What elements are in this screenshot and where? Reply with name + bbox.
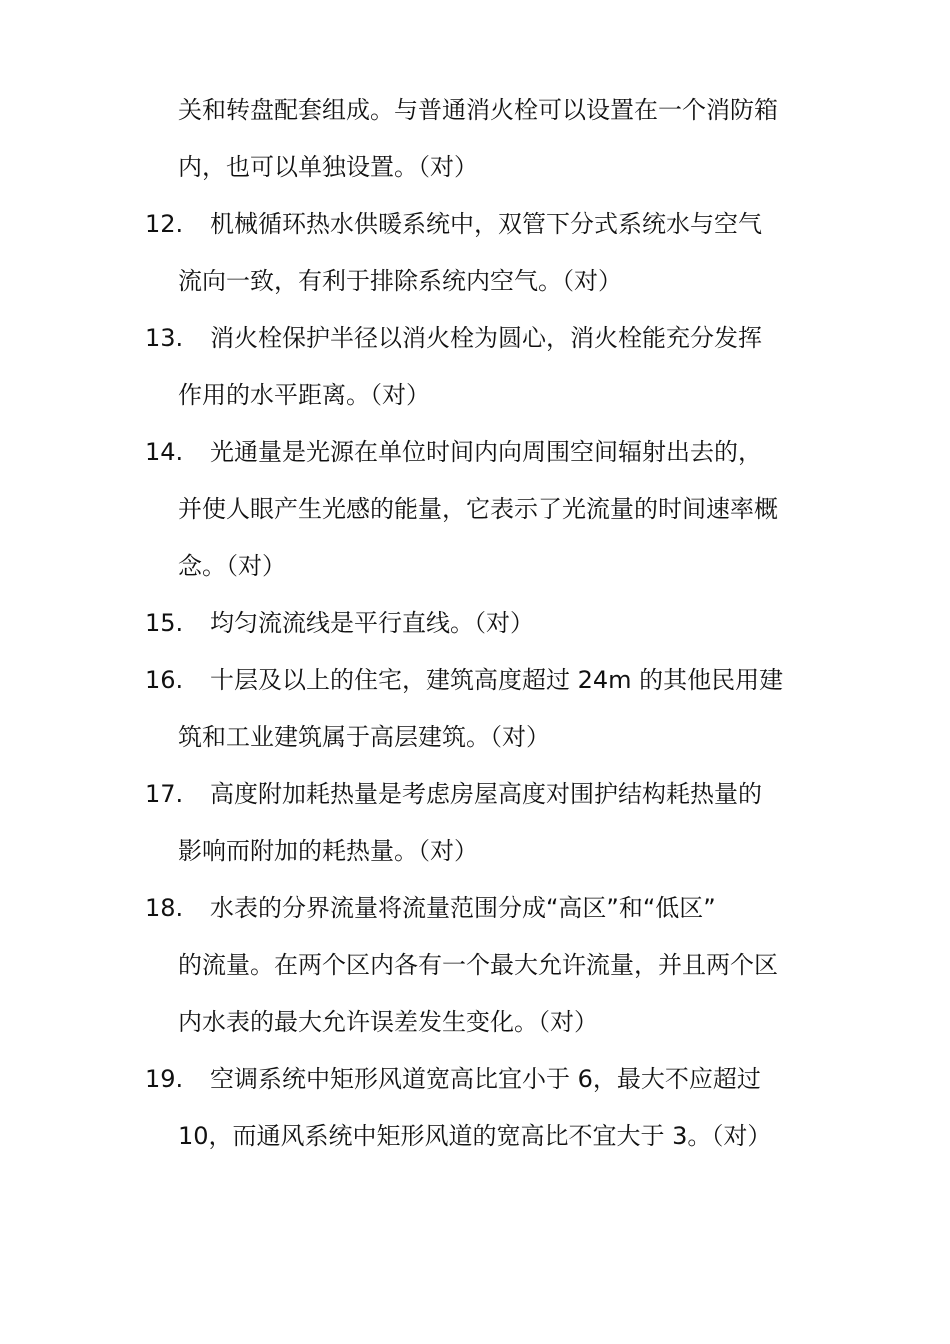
list-item-13 bbox=[0, 318, 950, 358]
text-line bbox=[0, 945, 950, 985]
list-item-16 bbox=[0, 660, 950, 700]
list-item-12 bbox=[0, 204, 950, 244]
line-text: 影响而附加的耗热量。（对） bbox=[178, 837, 478, 865]
item-number: 17. bbox=[145, 780, 184, 808]
text-line bbox=[0, 489, 950, 529]
line-text: 内，也可以单独设置。（对） bbox=[178, 153, 478, 181]
item-number: 14. bbox=[145, 438, 184, 466]
list-item-14 bbox=[0, 432, 950, 472]
item-number: 16. bbox=[145, 666, 184, 694]
list-item-18 bbox=[0, 888, 950, 928]
item-number: 18. bbox=[145, 894, 184, 922]
text-line bbox=[0, 1116, 950, 1156]
line-text: 10，而通风系统中矩形风道的宽高比不宜大于 3。（对） bbox=[178, 1122, 772, 1150]
item-number: 19. bbox=[145, 1065, 184, 1093]
text-line bbox=[0, 147, 950, 187]
line-text: 消火栓保护半径以消火栓为圆心，消火栓能充分发挥 bbox=[210, 324, 762, 352]
text-line bbox=[0, 261, 950, 301]
line-text: 光通量是光源在单位时间内向周围空间辐射出去的， bbox=[210, 438, 762, 466]
line-text: 高度附加耗热量是考虑房屋高度对围护结构耗热量的 bbox=[210, 780, 762, 808]
item-number: 13. bbox=[145, 324, 184, 352]
line-text: 的流量。在两个区内各有一个最大允许流量，并且两个区 bbox=[178, 951, 778, 979]
text-line bbox=[0, 1002, 950, 1042]
line-text: 筑和工业建筑属于高层建筑。（对） bbox=[178, 723, 550, 751]
text-line bbox=[0, 546, 950, 586]
line-text: 空调系统中矩形风道宽高比宜小于 6，最大不应超过 bbox=[210, 1065, 761, 1093]
line-text: 内水表的最大允许误差发生变化。（对） bbox=[178, 1008, 598, 1036]
text-line bbox=[0, 717, 950, 757]
item-number: 12. bbox=[145, 210, 184, 238]
line-text: 念。（对） bbox=[178, 552, 286, 580]
list-item-17 bbox=[0, 774, 950, 814]
item-number: 15. bbox=[145, 609, 184, 637]
text-line bbox=[0, 831, 950, 871]
text-line bbox=[0, 90, 950, 130]
list-item-15 bbox=[0, 603, 950, 643]
list-item-19 bbox=[0, 1059, 950, 1099]
line-text: 流向一致，有利于排除系统内空气。（对） bbox=[178, 267, 622, 295]
line-text: 机械循环热水供暖系统中，双管下分式系统水与空气 bbox=[210, 210, 762, 238]
line-text: 关和转盘配套组成。与普通消火栓可以设置在一个消防箱 bbox=[178, 96, 778, 124]
line-text: 均匀流流线是平行直线。（对） bbox=[210, 609, 534, 637]
text-line bbox=[0, 375, 950, 415]
line-text: 水表的分界流量将流量范围分成“高区”和“低区” bbox=[210, 894, 716, 922]
line-text: 十层及以上的住宅，建筑高度超过 24m 的其他民用建 bbox=[210, 666, 784, 694]
line-text: 作用的水平距离。（对） bbox=[178, 381, 430, 409]
line-text: 并使人眼产生光感的能量，它表示了光流量的时间速率概 bbox=[178, 495, 778, 523]
